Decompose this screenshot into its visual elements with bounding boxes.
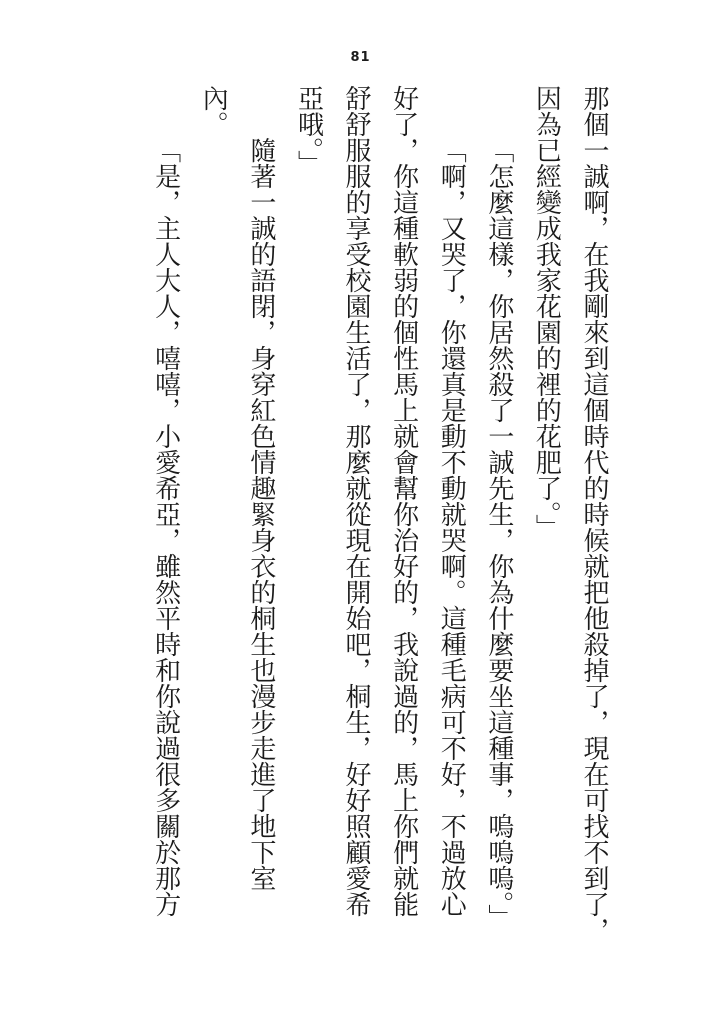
text-line: 因為已經變成我家花園的裡的花肥了。」 [531,85,562,540]
page-number: 81 [350,50,371,65]
text-line: 「啊，又哭了，你還真是動不動就哭啊。這種毛病可不好，不過放心 [436,137,467,917]
text-line: 舒舒服服的享受校園生活了，那麼就從現在開始吧，桐生，好好照顧愛希 [341,85,372,917]
text-block [141,85,617,947]
text-line: 那個一誠啊，在我剛來到這個時代的時候就把他殺掉了，現在可找不到了， [579,85,609,943]
text-line: 「怎麼這樣，你居然殺了一誠先生，你為什麼要坐這種事，嗚嗚嗚。」 [483,137,514,930]
text-line: 內。 [198,85,229,137]
text-line: 「是，主人大人，嘻嘻，小愛希亞，雖然平時和你說過很多關於那方 [150,137,181,917]
text-line: 隨著一誠的語閉，身穿紅色情趣緊身衣的桐生也漫步走進了地下室 [245,137,276,891]
text-line: 亞哦。」 [293,85,324,176]
text-line: 好了，你這種軟弱的個性馬上就會幫你治好的，我說過的，馬上你們就能 [388,85,419,917]
